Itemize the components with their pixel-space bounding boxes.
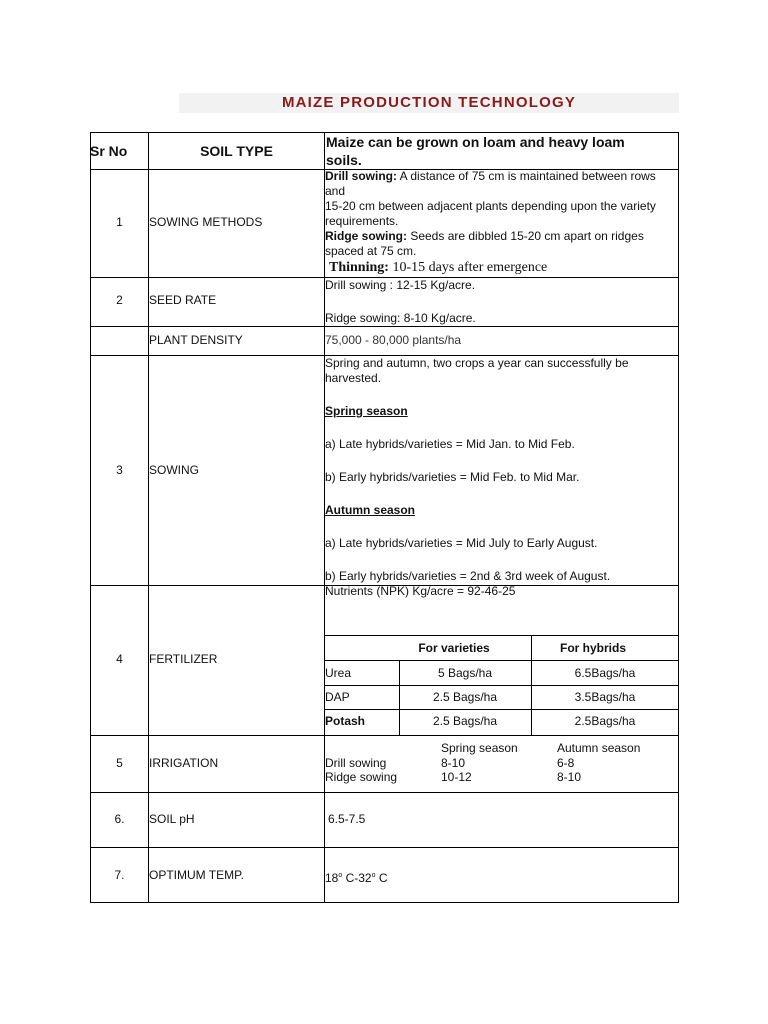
sr-no: 3 xyxy=(116,463,123,477)
drill-sowing-text-3: 15-20 cm between adjacent plants depending upon the variety xyxy=(325,199,656,213)
ridge-sowing-line xyxy=(325,229,644,244)
row-divider xyxy=(90,326,679,327)
row-divider xyxy=(90,735,679,736)
autumn-season-heading: Autumn season xyxy=(325,503,416,517)
header-description-cont: soils. xyxy=(326,152,362,168)
fert-hybrids-urea: 6.5Bags/ha xyxy=(574,666,636,680)
autumn-early: b) Early hybrids/varieties = 2nd & 3rd week of August. xyxy=(325,569,611,583)
soil-ph-value: 6.5-7.5 xyxy=(328,812,366,826)
seed-rate-ridge: Ridge sowing: 8-10 Kg/acre. xyxy=(325,311,476,325)
irrigation-drill-autumn: 6-8 xyxy=(557,756,575,770)
thinning-line xyxy=(329,259,547,276)
drill-sowing-text: A distance of 75 cm is maintained between rows xyxy=(397,169,656,183)
row-divider xyxy=(90,847,679,848)
sr-no: 2 xyxy=(116,293,123,307)
row-label: FERTILIZER xyxy=(149,652,218,666)
degree-sup: o xyxy=(338,872,343,879)
fert-name-urea: Urea xyxy=(325,666,352,680)
row-label: PLANT DENSITY xyxy=(149,333,243,347)
header-for-varieties: For varieties xyxy=(418,641,490,655)
header-soil-type: SOIL TYPE xyxy=(200,143,273,159)
sr-no: 4 xyxy=(116,652,123,666)
drill-sowing-text-4: requirements. xyxy=(325,214,399,228)
plant-density-value: 75,000 - 80,000 plants/ha xyxy=(325,333,462,347)
sr-no: 1 xyxy=(116,215,123,229)
irrigation-ridge-label: Ridge sowing xyxy=(325,770,398,784)
header-for-hybrids: For hybrids xyxy=(559,641,626,655)
irrigation-ridge-spring: 10-12 xyxy=(441,770,472,784)
thinning-bold: Thinning: xyxy=(329,260,389,275)
fert-divider xyxy=(324,635,679,636)
thinning-text: 10-15 days after emergence xyxy=(388,260,548,275)
drill-sowing-text-2: and xyxy=(325,184,346,198)
ridge-sowing-bold: Ridge sowing: xyxy=(325,229,407,243)
page-title: MAIZE PRODUCTION TECHNOLOGY xyxy=(281,94,577,111)
row-label: SEED RATE xyxy=(149,293,217,307)
seed-rate-drill: Drill sowing : 12-15 Kg/acre. xyxy=(325,278,476,292)
drill-sowing-line xyxy=(325,169,656,184)
fert-varieties-dap: 2.5 Bags/ha xyxy=(432,690,498,704)
fert-hybrids-potash: 2.5Bags/ha xyxy=(574,714,636,728)
sowing-intro-cont: harvested. xyxy=(325,371,382,385)
header-description: Maize can be grown on loam and heavy loam xyxy=(326,134,625,150)
row-label: SOIL pH xyxy=(149,812,195,826)
irrigation-col-autumn: Autumn season xyxy=(557,741,641,755)
degree-sup: o xyxy=(371,872,376,879)
col-divider-1 xyxy=(148,132,149,903)
temp-unit: C xyxy=(375,871,388,885)
sr-no: 6. xyxy=(114,812,125,826)
sowing-intro: Spring and autumn, two crops a year can successfully be xyxy=(325,356,629,370)
spring-season-heading: Spring season xyxy=(325,404,408,418)
optimum-temp-value xyxy=(325,868,388,886)
fert-divider xyxy=(324,685,679,686)
irrigation-drill-spring: 8-10 xyxy=(441,756,466,770)
nutrients-npk: Nutrients (NPK) Kg/acre = 92-46-25 xyxy=(325,584,516,598)
drill-sowing-bold: Drill sowing: xyxy=(325,169,397,183)
ridge-sowing-text-2: spaced at 75 cm. xyxy=(325,244,417,258)
sr-no: 5 xyxy=(116,756,123,770)
row-label: SOWING xyxy=(149,463,199,477)
fert-varieties-potash: 2.5 Bags/ha xyxy=(432,714,498,728)
fert-divider xyxy=(324,709,679,710)
fert-varieties-urea: 5 Bags/ha xyxy=(437,666,493,680)
row-label: SOWING METHODS xyxy=(149,215,263,229)
row-divider xyxy=(90,792,679,793)
autumn-late: a) Late hybrids/varieties = Mid July to Early August. xyxy=(325,536,598,550)
row-label: IRRIGATION xyxy=(149,756,219,770)
irrigation-drill-label: Drill sowing xyxy=(325,756,387,770)
temp-high: C-32 xyxy=(342,871,372,885)
spring-late: a) Late hybrids/varieties = Mid Jan. to Mid Feb. xyxy=(325,437,575,451)
ridge-sowing-text: Seeds are dibbled 15-20 cm apart on ridges xyxy=(407,229,644,243)
fert-name-dap: DAP xyxy=(325,690,350,704)
sr-no: 7. xyxy=(114,868,125,882)
title-bar xyxy=(179,93,679,113)
fert-hybrids-dap: 3.5Bags/ha xyxy=(574,690,636,704)
irrigation-col-spring: Spring season xyxy=(441,741,518,755)
fert-divider xyxy=(324,660,679,661)
header-sr-no: Sr No xyxy=(90,143,128,159)
spring-early: b) Early hybrids/varieties = Mid Feb. to Mid Mar. xyxy=(325,470,580,484)
temp-low: 18 xyxy=(325,871,339,885)
irrigation-ridge-autumn: 8-10 xyxy=(557,770,582,784)
fert-name-potash: Potash xyxy=(325,714,366,728)
row-label: OPTIMUM TEMP. xyxy=(149,868,244,882)
